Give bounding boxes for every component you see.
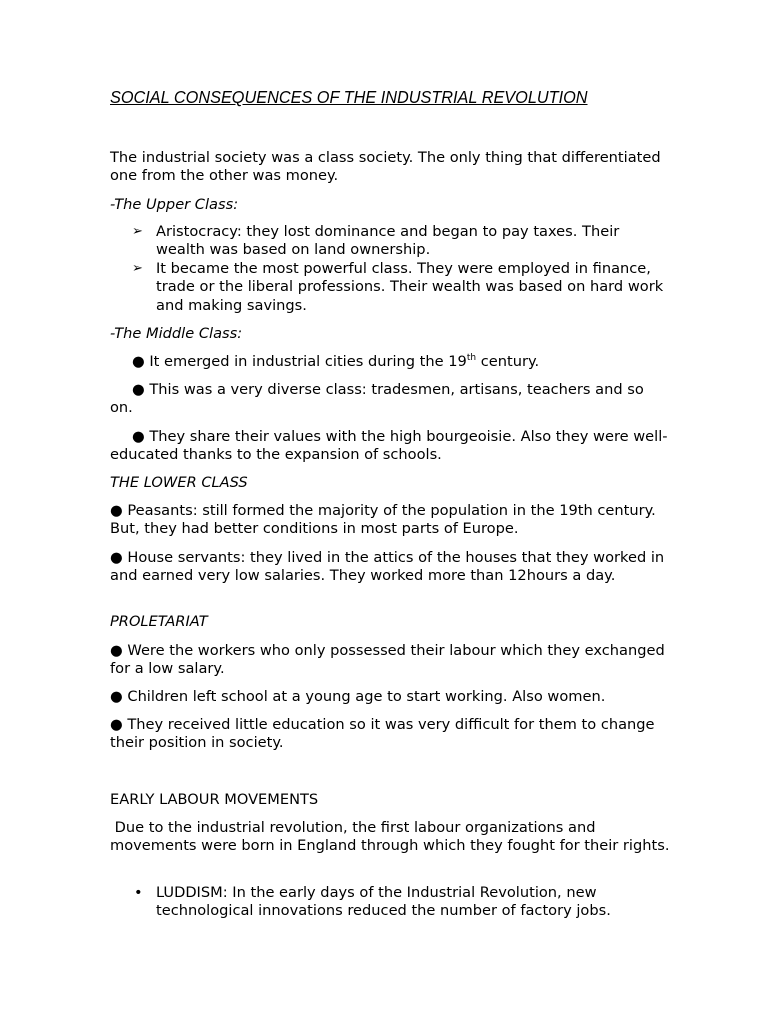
list-item-text: LUDDISM: In the early days of the Industrial Revolution, new technological innovations reduced the number of factory jobs. bbox=[156, 884, 611, 920]
labour-intro-paragraph: Due to the industrial revolution, the first labour organizations and movements were born in England through which they fought for their rights. bbox=[110, 819, 670, 855]
middle-class-item: ● It emerged in industrial cities during the 19th century. bbox=[132, 353, 540, 370]
list-item-text: Aristocracy: they lost dominance and began to pay taxes. Their wealth was based on land ownership. bbox=[156, 223, 620, 259]
middle-class-item: ● This was a very diverse class: tradesmen, artisans, teachers and so on. bbox=[110, 381, 644, 417]
document-title: SOCIAL CONSEQUENCES OF THE INDUSTRIAL REVOLUTION bbox=[110, 87, 588, 107]
labour-movements-list bbox=[132, 884, 672, 921]
lower-class-item: ● Peasants: still formed the majority of the population in the 19th century. But, they had better conditions in most parts of Europe. bbox=[110, 502, 656, 538]
upper-class-heading: -The Upper Class: bbox=[110, 196, 239, 213]
lower-class-heading: THE LOWER CLASS bbox=[110, 474, 248, 491]
list-item bbox=[132, 884, 672, 921]
proletariat-item: ● Children left school at a young age to start working. Also women. bbox=[110, 688, 606, 705]
labour-movements-heading: EARLY LABOUR MOVEMENTS bbox=[110, 791, 319, 808]
upper-class-list bbox=[132, 223, 672, 315]
lower-class-item: ● House servants: they lived in the attics of the houses that they worked in and earned very low salaries. They worked more than 12hours a day. bbox=[110, 549, 665, 585]
list-item bbox=[132, 260, 672, 315]
proletariat-item: ● They received little education so it was very difficult for them to change their position in society. bbox=[110, 716, 655, 752]
list-item bbox=[132, 223, 672, 260]
intro-paragraph: The industrial society was a class society. The only thing that differentiated one from the other was money. bbox=[110, 149, 661, 185]
round-bullet-icon: • bbox=[134, 884, 143, 901]
proletariat-item: ● Were the workers who only possessed their labour which they exchanged for a low salary. bbox=[110, 642, 665, 678]
proletariat-heading: PROLETARIAT bbox=[110, 613, 208, 630]
list-item-text: It became the most powerful class. They were employed in finance, trade or the liberal professions. Their wealth was based on hard work and making savings. bbox=[156, 259, 664, 314]
middle-class-heading: -The Middle Class: bbox=[110, 325, 243, 342]
arrow-bullet-icon: ➢ bbox=[132, 224, 143, 239]
arrow-bullet-icon: ➢ bbox=[132, 260, 143, 276]
middle-class-item: ● They share their values with the high bourgeoisie. Also they were well-educated thanks to the expansion of schools. bbox=[110, 428, 668, 464]
